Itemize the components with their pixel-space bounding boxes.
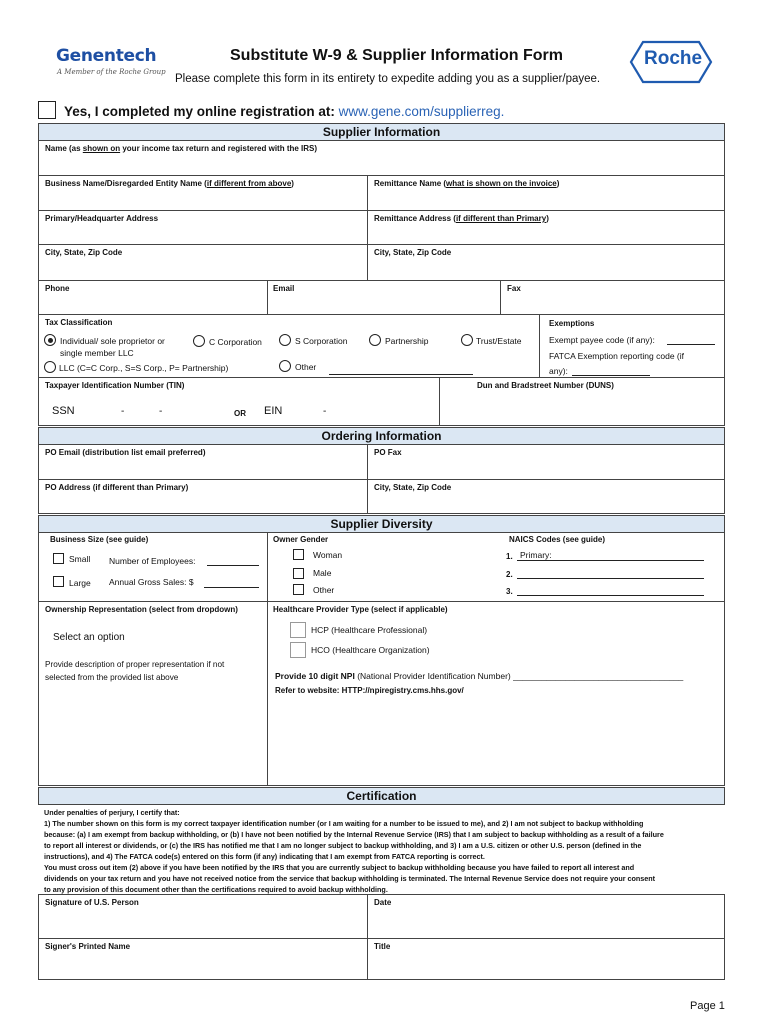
po-fax-label: PO Fax <box>374 448 402 457</box>
phone-label: Phone <box>45 284 70 293</box>
naics-3-input[interactable] <box>517 595 704 596</box>
supplier-diversity-header: Supplier Diversity <box>38 515 725 533</box>
email-label: Email <box>273 284 295 293</box>
annual-sales-input[interactable] <box>204 587 259 588</box>
duns-label: Dun and Bradstreet Number (DUNS) <box>477 381 614 390</box>
or-label: OR <box>234 409 246 418</box>
npi-refer-link[interactable]: Refer to website: HTTP://npiregistry.cms.hhs.gov/ <box>275 686 464 695</box>
partnership-label: Partnership <box>385 336 429 346</box>
page-number: Page 1 <box>690 1000 725 1012</box>
partnership-radio[interactable] <box>369 334 381 346</box>
fax-label: Fax <box>507 284 521 293</box>
npi-input[interactable]: ____________________________________ <box>513 671 684 681</box>
divider <box>267 602 268 785</box>
hco-label: HCO (Healthcare Organization) <box>311 645 430 655</box>
s-corporation-radio[interactable] <box>279 334 291 346</box>
naics-2-input[interactable] <box>517 578 704 579</box>
fatca-label: FATCA Exemption reporting code (if <box>549 351 684 361</box>
ordering-information-header: Ordering Information <box>38 427 725 445</box>
owner-gender-label: Owner Gender <box>273 535 329 544</box>
llc-radio[interactable] <box>44 361 56 373</box>
naics-3-label: 3. <box>506 587 513 596</box>
ssn-dash-2: - <box>159 406 163 417</box>
roche-logo: Roche <box>644 48 703 69</box>
individual-label-2: single member LLC <box>60 348 134 358</box>
naics-2-label: 2. <box>506 570 513 579</box>
tax-classification-label: Tax Classification <box>45 318 113 327</box>
large-label: Large <box>69 578 91 588</box>
small-checkbox[interactable] <box>53 553 64 564</box>
address-row <box>38 211 725 245</box>
contact-row <box>38 281 725 315</box>
name-label: Name (as shown on your income tax return and registered with the IRS) <box>45 144 318 153</box>
other-gender-label: Other <box>313 585 335 595</box>
ownership-dropdown[interactable]: Select an option <box>53 632 125 643</box>
annual-sales-label: Annual Gross Sales: $ <box>109 577 194 587</box>
remittance-address-label: Remittance Address (if different than Primary) <box>374 214 549 223</box>
page-subtitle: Please complete this form in its entirety to expedite adding you as a supplier/payee. <box>175 73 601 85</box>
other-radio[interactable] <box>279 360 291 372</box>
ownership-representation-label: Ownership Representation (select from dropdown) <box>45 605 238 614</box>
po-email-label: PO Email (distribution list email preferred) <box>45 448 206 457</box>
tin-row <box>38 378 725 426</box>
business-name-label: Business Name/Disregarded Entity Name (if different from above) <box>45 179 294 188</box>
male-label: Male <box>313 568 332 578</box>
hco-checkbox[interactable] <box>290 642 306 658</box>
individual-radio[interactable] <box>44 334 56 346</box>
online-registration-checkbox[interactable] <box>38 101 56 119</box>
large-checkbox[interactable] <box>53 576 64 587</box>
exempt-payee-label: Exempt payee code (if any): <box>549 335 655 345</box>
healthcare-type-label: Healthcare Provider Type (select if applicable) <box>273 605 448 614</box>
registration-statement <box>64 104 504 119</box>
registration-link[interactable]: www.gene.com/supplierreg. <box>338 104 505 119</box>
exempt-payee-input[interactable] <box>667 344 715 345</box>
hcp-checkbox[interactable] <box>290 622 306 638</box>
registration-prefix: Yes, I completed my online registration at: <box>64 104 339 119</box>
supplier-information-header: Supplier Information <box>38 123 725 141</box>
naics-primary-label: Primary: <box>520 550 552 560</box>
po-email-row <box>38 445 725 480</box>
ssn-dash-1: - <box>121 406 125 417</box>
genentech-tagline: A Member of the Roche Group <box>57 68 166 76</box>
divider <box>539 315 540 377</box>
small-label: Small <box>69 554 91 564</box>
divider <box>39 938 724 939</box>
trust-estate-radio[interactable] <box>461 334 473 346</box>
other-label: Other <box>295 362 317 372</box>
s-corporation-label: S Corporation <box>295 336 348 346</box>
other-input[interactable] <box>329 374 473 375</box>
num-employees-label: Number of Employees: <box>109 556 196 566</box>
fatca-input[interactable] <box>572 375 650 376</box>
page-title: Substitute W-9 & Supplier Information Form <box>230 47 564 64</box>
signature-label: Signature of U.S. Person <box>45 898 139 907</box>
printed-name-label: Signer's Printed Name <box>45 942 131 951</box>
city-state-zip-label: City, State, Zip Code <box>45 248 123 257</box>
fatca-any-label: any): <box>549 366 568 376</box>
woman-checkbox[interactable] <box>293 549 304 560</box>
divider <box>367 176 368 210</box>
divider <box>367 480 368 513</box>
num-employees-input[interactable] <box>207 565 259 566</box>
divider <box>267 533 268 601</box>
name-field[interactable] <box>38 141 725 176</box>
npi-label: Provide 10 digit NPI (National Provider Identification Number) ____________________________________ <box>275 671 684 681</box>
ein-dash: - <box>323 406 327 417</box>
po-address-row <box>38 480 725 514</box>
provide-description-label: Provide description of proper representation if not <box>45 660 225 669</box>
po-city-state-zip-label: City, State, Zip Code <box>374 483 452 492</box>
naics-1-input[interactable] <box>517 560 704 561</box>
remit-city-state-zip-label: City, State, Zip Code <box>374 248 452 257</box>
remittance-name-label: Remittance Name (what is shown on the invoice) <box>374 179 560 188</box>
po-address-label: PO Address (if different than Primary) <box>45 483 189 492</box>
woman-label: Woman <box>313 550 343 560</box>
provide-description-label-2: selected from the provided list above <box>45 673 179 682</box>
hcp-label: HCP (Healthcare Professional) <box>311 625 428 635</box>
divider <box>500 281 501 314</box>
ein-label: EIN <box>264 405 283 417</box>
male-checkbox[interactable] <box>293 568 304 579</box>
city-row <box>38 245 725 281</box>
divider <box>367 445 368 479</box>
c-corporation-radio[interactable] <box>193 335 205 347</box>
divider <box>367 211 368 244</box>
business-size-label: Business Size (see guide) <box>50 535 149 544</box>
ssn-label: SSN <box>52 405 75 417</box>
tax-classification-row <box>38 315 725 378</box>
c-corporation-label: C Corporation <box>209 337 262 347</box>
certification-header: Certification <box>38 787 725 805</box>
diversity-row <box>38 533 725 602</box>
individual-label: Individual/ sole proprietor or <box>60 336 165 346</box>
divider <box>439 378 440 425</box>
trust-estate-label: Trust/Estate <box>476 336 522 346</box>
title-label: Title <box>374 942 391 951</box>
tin-label: Taxpayer Identification Number (TIN) <box>45 381 185 390</box>
other-gender-checkbox[interactable] <box>293 584 304 595</box>
date-label: Date <box>374 898 392 907</box>
naics-label: NAICS Codes (see guide) <box>509 535 606 544</box>
exemptions-label: Exemptions <box>549 319 595 328</box>
certification-text: Under penalties of perjury, I certify that: 1) The number shown on this form is my correct taxpayer identification number (or I am waiting for a number to be issued to me), and 2) I am not subject to backup withholding because: (a) I am exempt from backup withholding, or (b) I have not been notified by the Internal Revenue Service (IRS) that I am subject to backup withholding as a result of a failure to report all interest or dividends, or (c) the IRS has notified me that I am no longer subject to backup withholding, and 3) I am a U.S. citizen or other U.S. person (defined in the instructions), and 4) The FATCA code(s) entered on this form (if any) indicating that I am exempt from FATCA reporting is correct. You must cross out item (2) above if you have been notified by the IRS that you are currently subject to backup withholding because you have failed to report all interest and dividends on your tax return and you have not received notice from the service that backup withholding is terminated. The Internal Revenue Service does not require your consent to any provision of this document other than the certifications required to avoid backup withholding. <box>44 808 664 894</box>
divider <box>367 245 368 280</box>
divider <box>267 281 268 314</box>
primary-address-label: Primary/Headquarter Address <box>45 214 159 223</box>
ownership-healthcare-row <box>38 602 725 786</box>
naics-1-label: 1. <box>506 552 513 561</box>
signature-block <box>38 894 725 980</box>
genentech-logo: Genentech <box>56 46 157 66</box>
business-remit-name-row <box>38 176 725 211</box>
llc-label: LLC (C=C Corp., S=S Corp., P= Partnership) <box>59 363 229 373</box>
